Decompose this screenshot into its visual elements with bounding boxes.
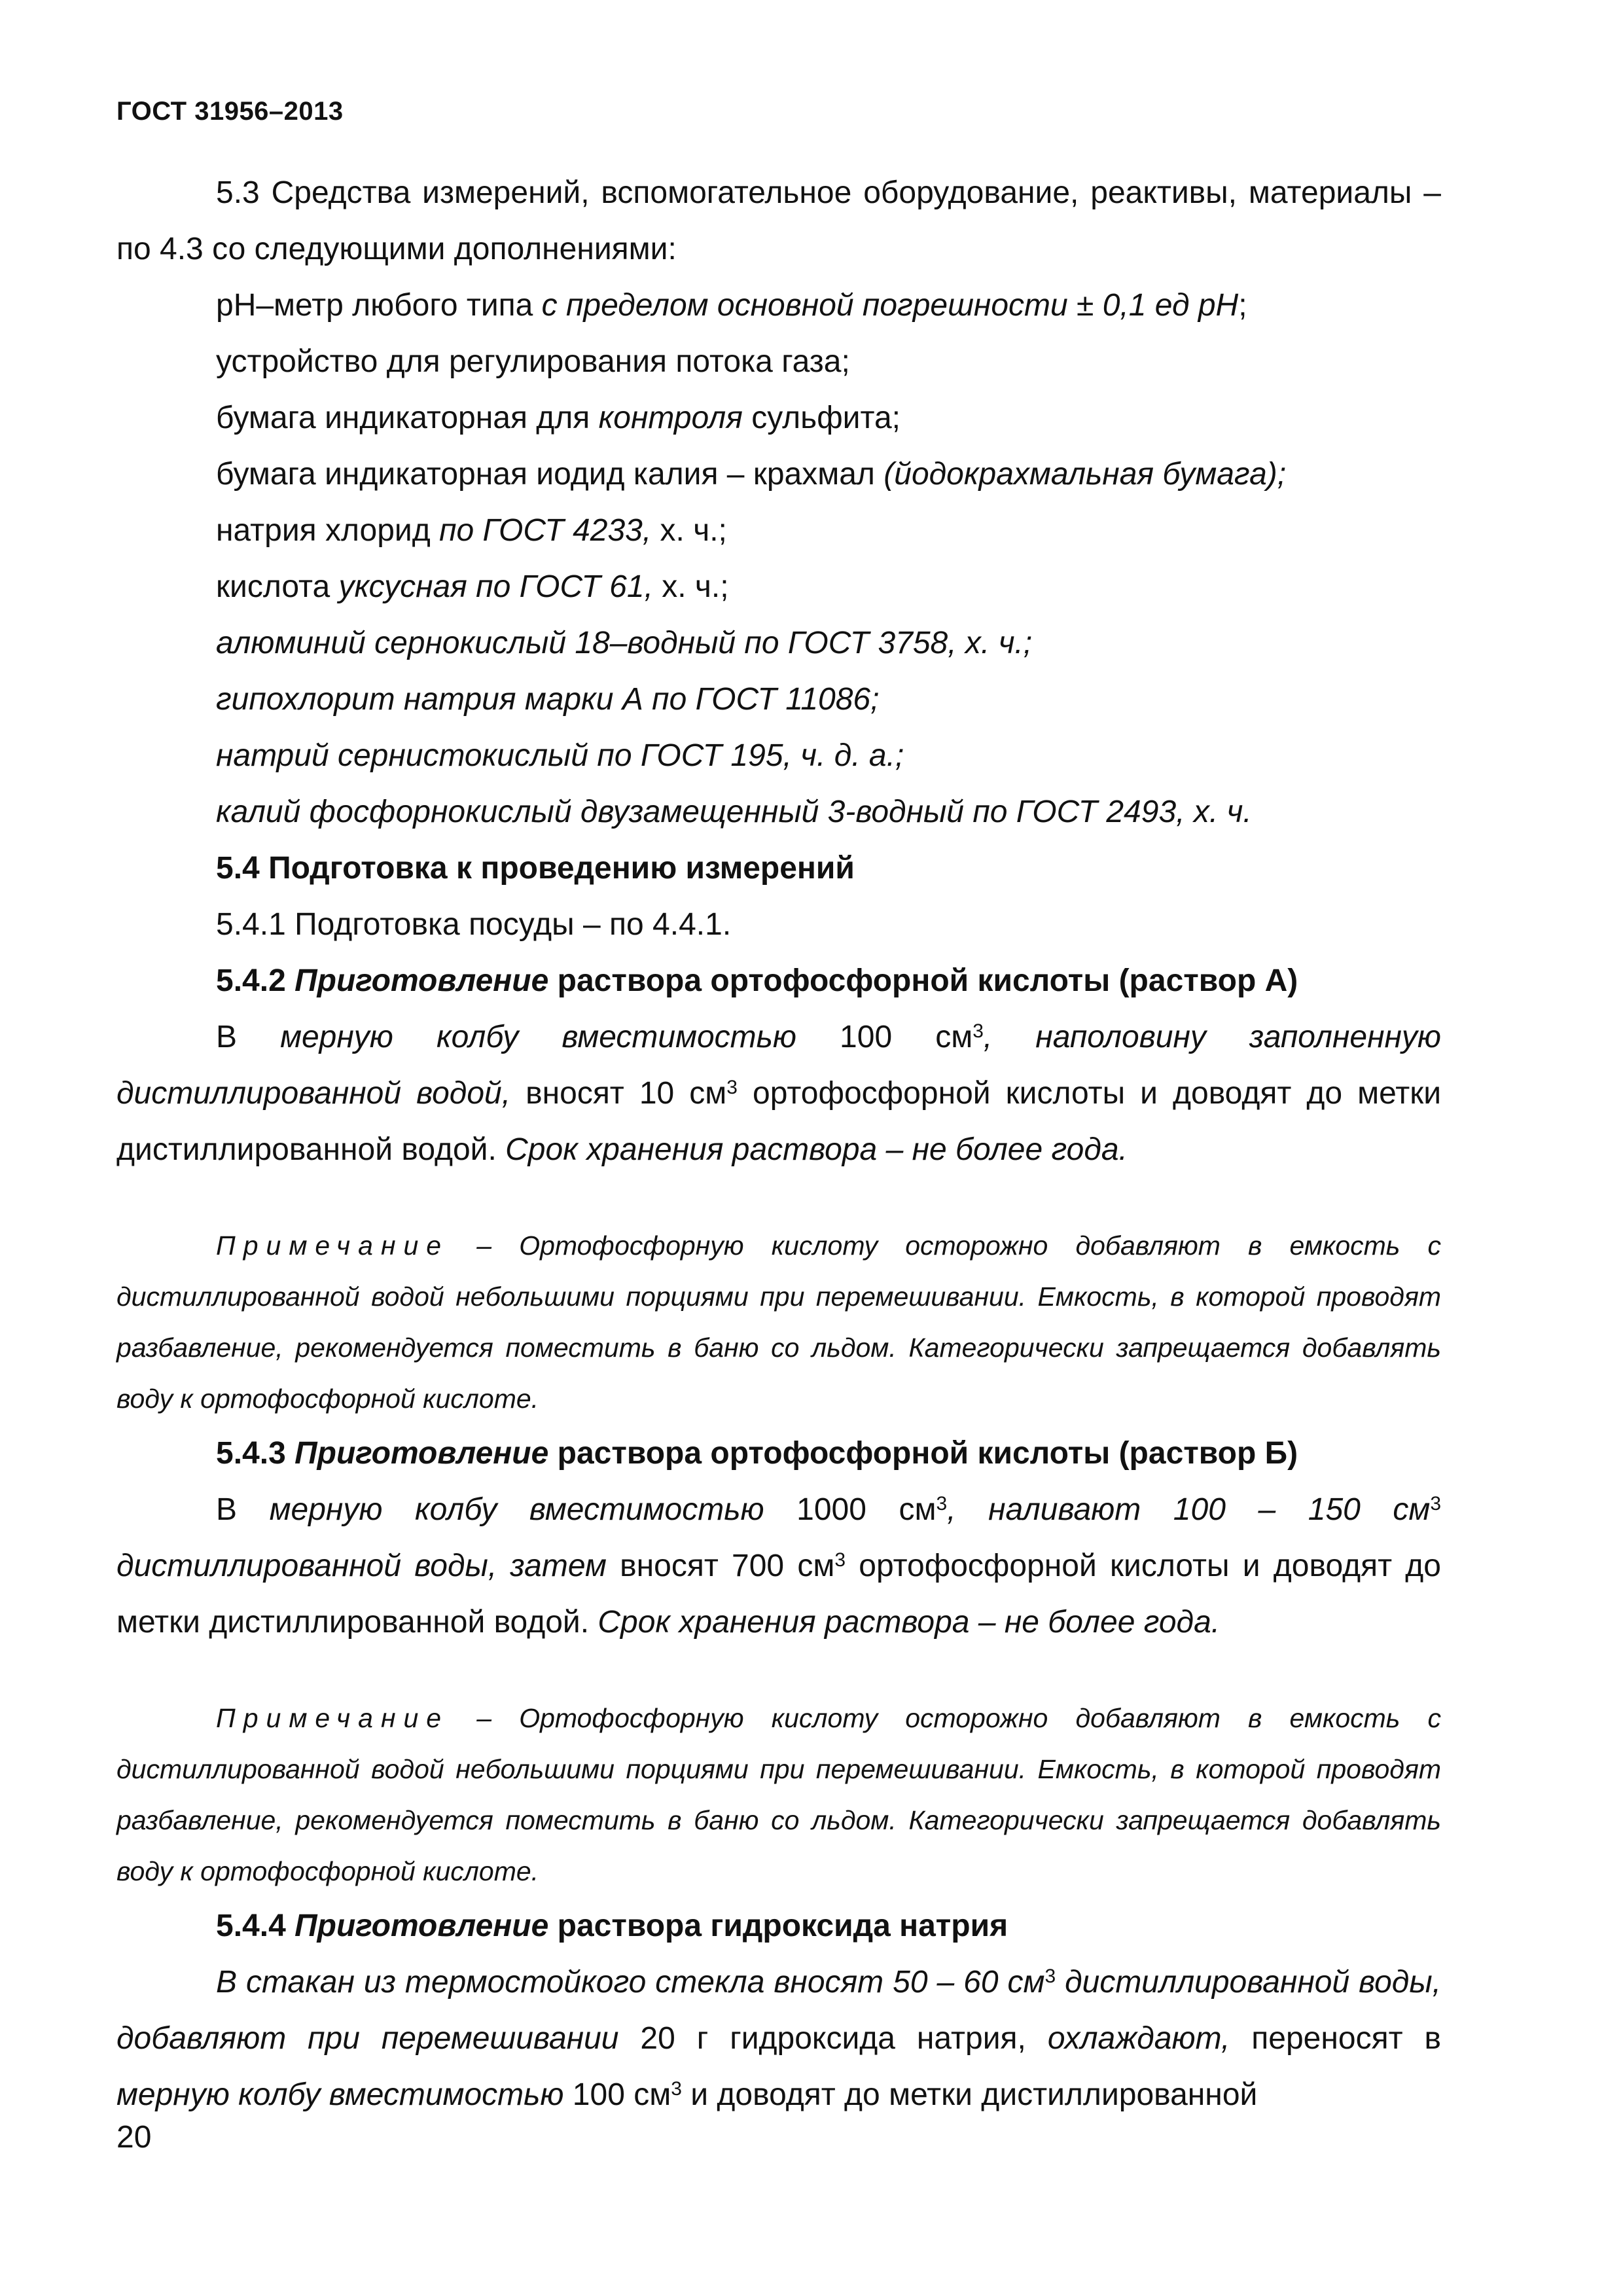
item-potassium-phosphate: калий фосфорнокислый двузамещенный 3-водный по ГОСТ 2493, х. ч. [216, 795, 1252, 829]
note-5-4-2: Примечание – Ортофосфорную кислоту осторожно добавляют в емкость с дистиллированной водой небольшими порциями при перемешивании. Емкость, в которой проводят разбавление, рекомендуется поместить в баню со льдом. Категорически запрещается добавлять воду к ортофосфорной кислоте. [116, 1230, 1441, 1414]
section-heading-5-4: 5.4 Подготовка к проведению измерений [216, 851, 855, 886]
heading-5-4-3: 5.4.3 Приготовление раствора ортофосфорной кислоты (раствор Б) [216, 1436, 1298, 1471]
clause-5-4-1: 5.4.1 Подготовка посуды – по 4.4.1. [216, 907, 732, 942]
standard-header: ГОСТ 31956–2013 [116, 97, 344, 126]
note-label: Примечание [216, 1230, 450, 1261]
heading-5-4-4: 5.4.4 Приготовление раствора гидроксида натрия [216, 1909, 1008, 1943]
item-acetic-acid: кислота уксусная по ГОСТ 61, х. ч.; [216, 569, 729, 604]
item-aluminium-sulfate: алюминий сернокислый 18–водный по ГОСТ 3758, х. ч.; [216, 626, 1033, 660]
item-iodide-starch-paper: бумага индикаторная иодид калия – крахмал (йодокрахмальная бумага); [216, 457, 1287, 492]
item-gas-flow-device: устройство для регулирования потока газа; [216, 344, 850, 379]
note-5-4-3: Примечание – Ортофосфорную кислоту осторожно добавляют в емкость с дистиллированной водой небольшими порциями при перемешивании. Емкость, в которой проводят разбавление, рекомендуется поместить в баню со льдом. Категорически запрещается добавлять воду к ортофосфорной кислоте. [116, 1703, 1441, 1886]
item-sodium-hypochlorite: гипохлорит натрия марки А по ГОСТ 11086; [216, 682, 880, 717]
note-label: Примечание [216, 1703, 450, 1733]
item-ph-meter: рН–метр любого типа с пределом основной погрешности ± 0,1 ед рН; [216, 288, 1247, 323]
item-sulfite-paper: бумага индикаторная для контроля сульфита; [216, 401, 901, 435]
page-number: 20 [116, 2120, 152, 2155]
item-sodium-chloride: натрия хлорид по ГОСТ 4233, х. ч.; [216, 513, 727, 548]
paragraph-5-4-3: В мерную колбу вместимостью 1000 $см^3$, наливают 100 – 150 $см^3$ дистиллированной воды, затем вносят 700 $см^3$ ортофосфорной кислоты и доводят до метки дистиллированной водой. Срок хранения раствора – не более года. [116, 1492, 1442, 1640]
item-sodium-sulfite: натрий сернистокислый по ГОСТ 195, ч. д. а.; [216, 738, 904, 773]
paragraph-5-4-4: В стакан из термостойкого стекла вносят 50 – 60 $см^3$ дистиллированной воды, добавляют при перемешивании 20 г гидроксида натрия, охлаждают, переносят в мерную колбу вместимостью 100 $см^3$ и доводят до метки дистиллированной [116, 1965, 1442, 2112]
clause-5-3-intro: 5.3 Средства измерений, вспомогательное оборудование, реактивы, материалы – по 4.3 со следующими дополнениями: [116, 175, 1441, 266]
page-content [116, 165, 1441, 2123]
paragraph-5-4-2: В мерную колбу вместимостью 100 $см^3$, наполовину заполненную дистиллированной водой, вносят 10 $см^3$ ортофосфорной кислоты и доводят до метки дистиллированной водой. Срок хранения раствора – не более года. [116, 1020, 1442, 1167]
heading-5-4-2: 5.4.2 Приготовление раствора ортофосфорной кислоты (раствор А) [216, 963, 1298, 998]
